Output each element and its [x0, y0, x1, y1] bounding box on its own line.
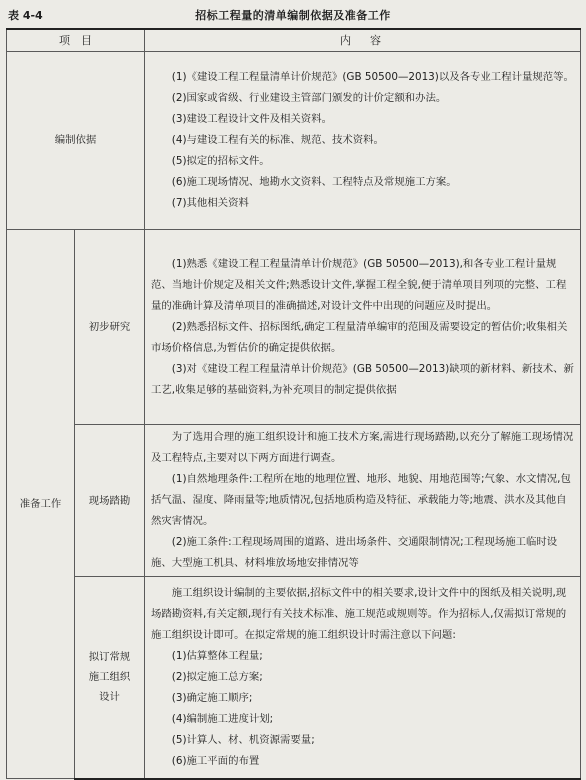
header-content: 内 容 — [145, 29, 581, 52]
design-label-line: 施工组织 — [88, 671, 131, 684]
design-item: (3)确定施工顺序; — [171, 691, 253, 704]
design-intro: 施工组织设计编制的主要依据,招标文件中的相关要求,设计文件中的图纸及相关说明,现场踏勘资料,有关定额,现行有关技术标准、施工规范或规则等。作为招标人,仅需拟订常规的施工组织设计即可。在拟定常规的施工组织设计时需注意以下问题: — [151, 586, 567, 641]
design-item: (2)拟定施工总方案; — [171, 670, 263, 683]
site-intro: 为了选用合理的施工组织设计和施工技术方案,需进行现场踏勘,以充分了解施工现场情况及工程特点,主要对以下两方面进行调查。 — [151, 431, 574, 464]
design-item: (5)计算人、材、机资源需要量; — [171, 733, 315, 746]
design-label-line: 设计 — [99, 691, 120, 704]
basis-item: (6)施工现场情况、地勘水文资料、工程特点及常规施工方案。 — [171, 176, 457, 188]
design-row — [7, 577, 581, 779]
preparation-category: 准备工作 — [7, 230, 75, 779]
basis-item: (7)其他相关资料 — [171, 197, 249, 209]
basis-item: (1)《建设工程工程量清单计价规范》(GB 50500—2013)以及各专业工程计量规范等。 — [171, 71, 574, 83]
basis-item: (3)建设工程设计文件及相关资料。 — [171, 113, 332, 125]
basis-item: (2)国家或省级、行业建设主管部门颁发的计价定额和办法。 — [171, 92, 447, 104]
site-item: (1)自然地理条件:工程所在地的地理位置、地形、地貌、用地范围等;气象、水文情况,包括气温、湿度、降雨量等;地质情况,包括地质构造及特征、承载能力等;地震、洪水及其他自然灾害情况。 — [151, 473, 571, 527]
header-item: 项 目 — [7, 29, 145, 52]
preliminary-row — [7, 230, 581, 425]
basis-item: (4)与建设工程有关的标准、规范、技术资料。 — [171, 134, 384, 146]
preliminary-item: (3)对《建设工程工程量清单计价规范》(GB 50500—2013)缺项的新材料、新技术、新工艺,收集足够的基础资料,为补充项目的制定提供依据 — [151, 362, 574, 396]
header-row — [7, 29, 581, 52]
site-row — [7, 425, 581, 577]
design-item: (4)编制施工进度计划; — [171, 712, 274, 725]
basis-preparation-table — [6, 28, 581, 780]
design-item: (6)施工平面的布置 — [171, 754, 260, 767]
basis-content — [145, 52, 581, 230]
design-content — [145, 577, 581, 779]
table-caption — [8, 4, 578, 24]
site-item: (2)施工条件:工程现场周围的道路、进出场条件、交通限制情况;工程现场施工临时设施、大型施工机具、材料堆放场地安排情况等 — [151, 536, 558, 569]
design-label — [75, 577, 145, 779]
site-label: 现场踏勘 — [75, 425, 145, 577]
preliminary-item: (1)熟悉《建设工程工程量清单计价规范》(GB 50500—2013),和各专业工程计量规范、当地计价规定及相关文件;熟悉设计文件,掌握工程全貌,便于清单项目列项的完整、工程量的准确计算及清单项目的准确描述,对设计文件中出现的问题应及时提出。 — [151, 257, 567, 312]
design-label-line: 拟订常规 — [88, 651, 131, 664]
basis-category: 编制依据 — [7, 52, 145, 230]
design-item: (1)估算整体工程量; — [171, 649, 263, 662]
site-content — [145, 425, 581, 577]
basis-row — [7, 52, 581, 230]
table-title: 招标工程量的清单编制依据及准备工作 — [195, 9, 391, 22]
preliminary-label: 初步研究 — [75, 230, 145, 425]
preliminary-content — [145, 230, 581, 425]
preliminary-item: (2)熟悉招标文件、招标图纸,确定工程量清单编审的范围及需要设定的暂估价;收集相关市场价格信息,为暂估价的确定提供依据。 — [151, 320, 568, 354]
basis-item: (5)拟定的招标文件。 — [171, 155, 270, 167]
table-number: 表 4-4 — [8, 9, 43, 22]
